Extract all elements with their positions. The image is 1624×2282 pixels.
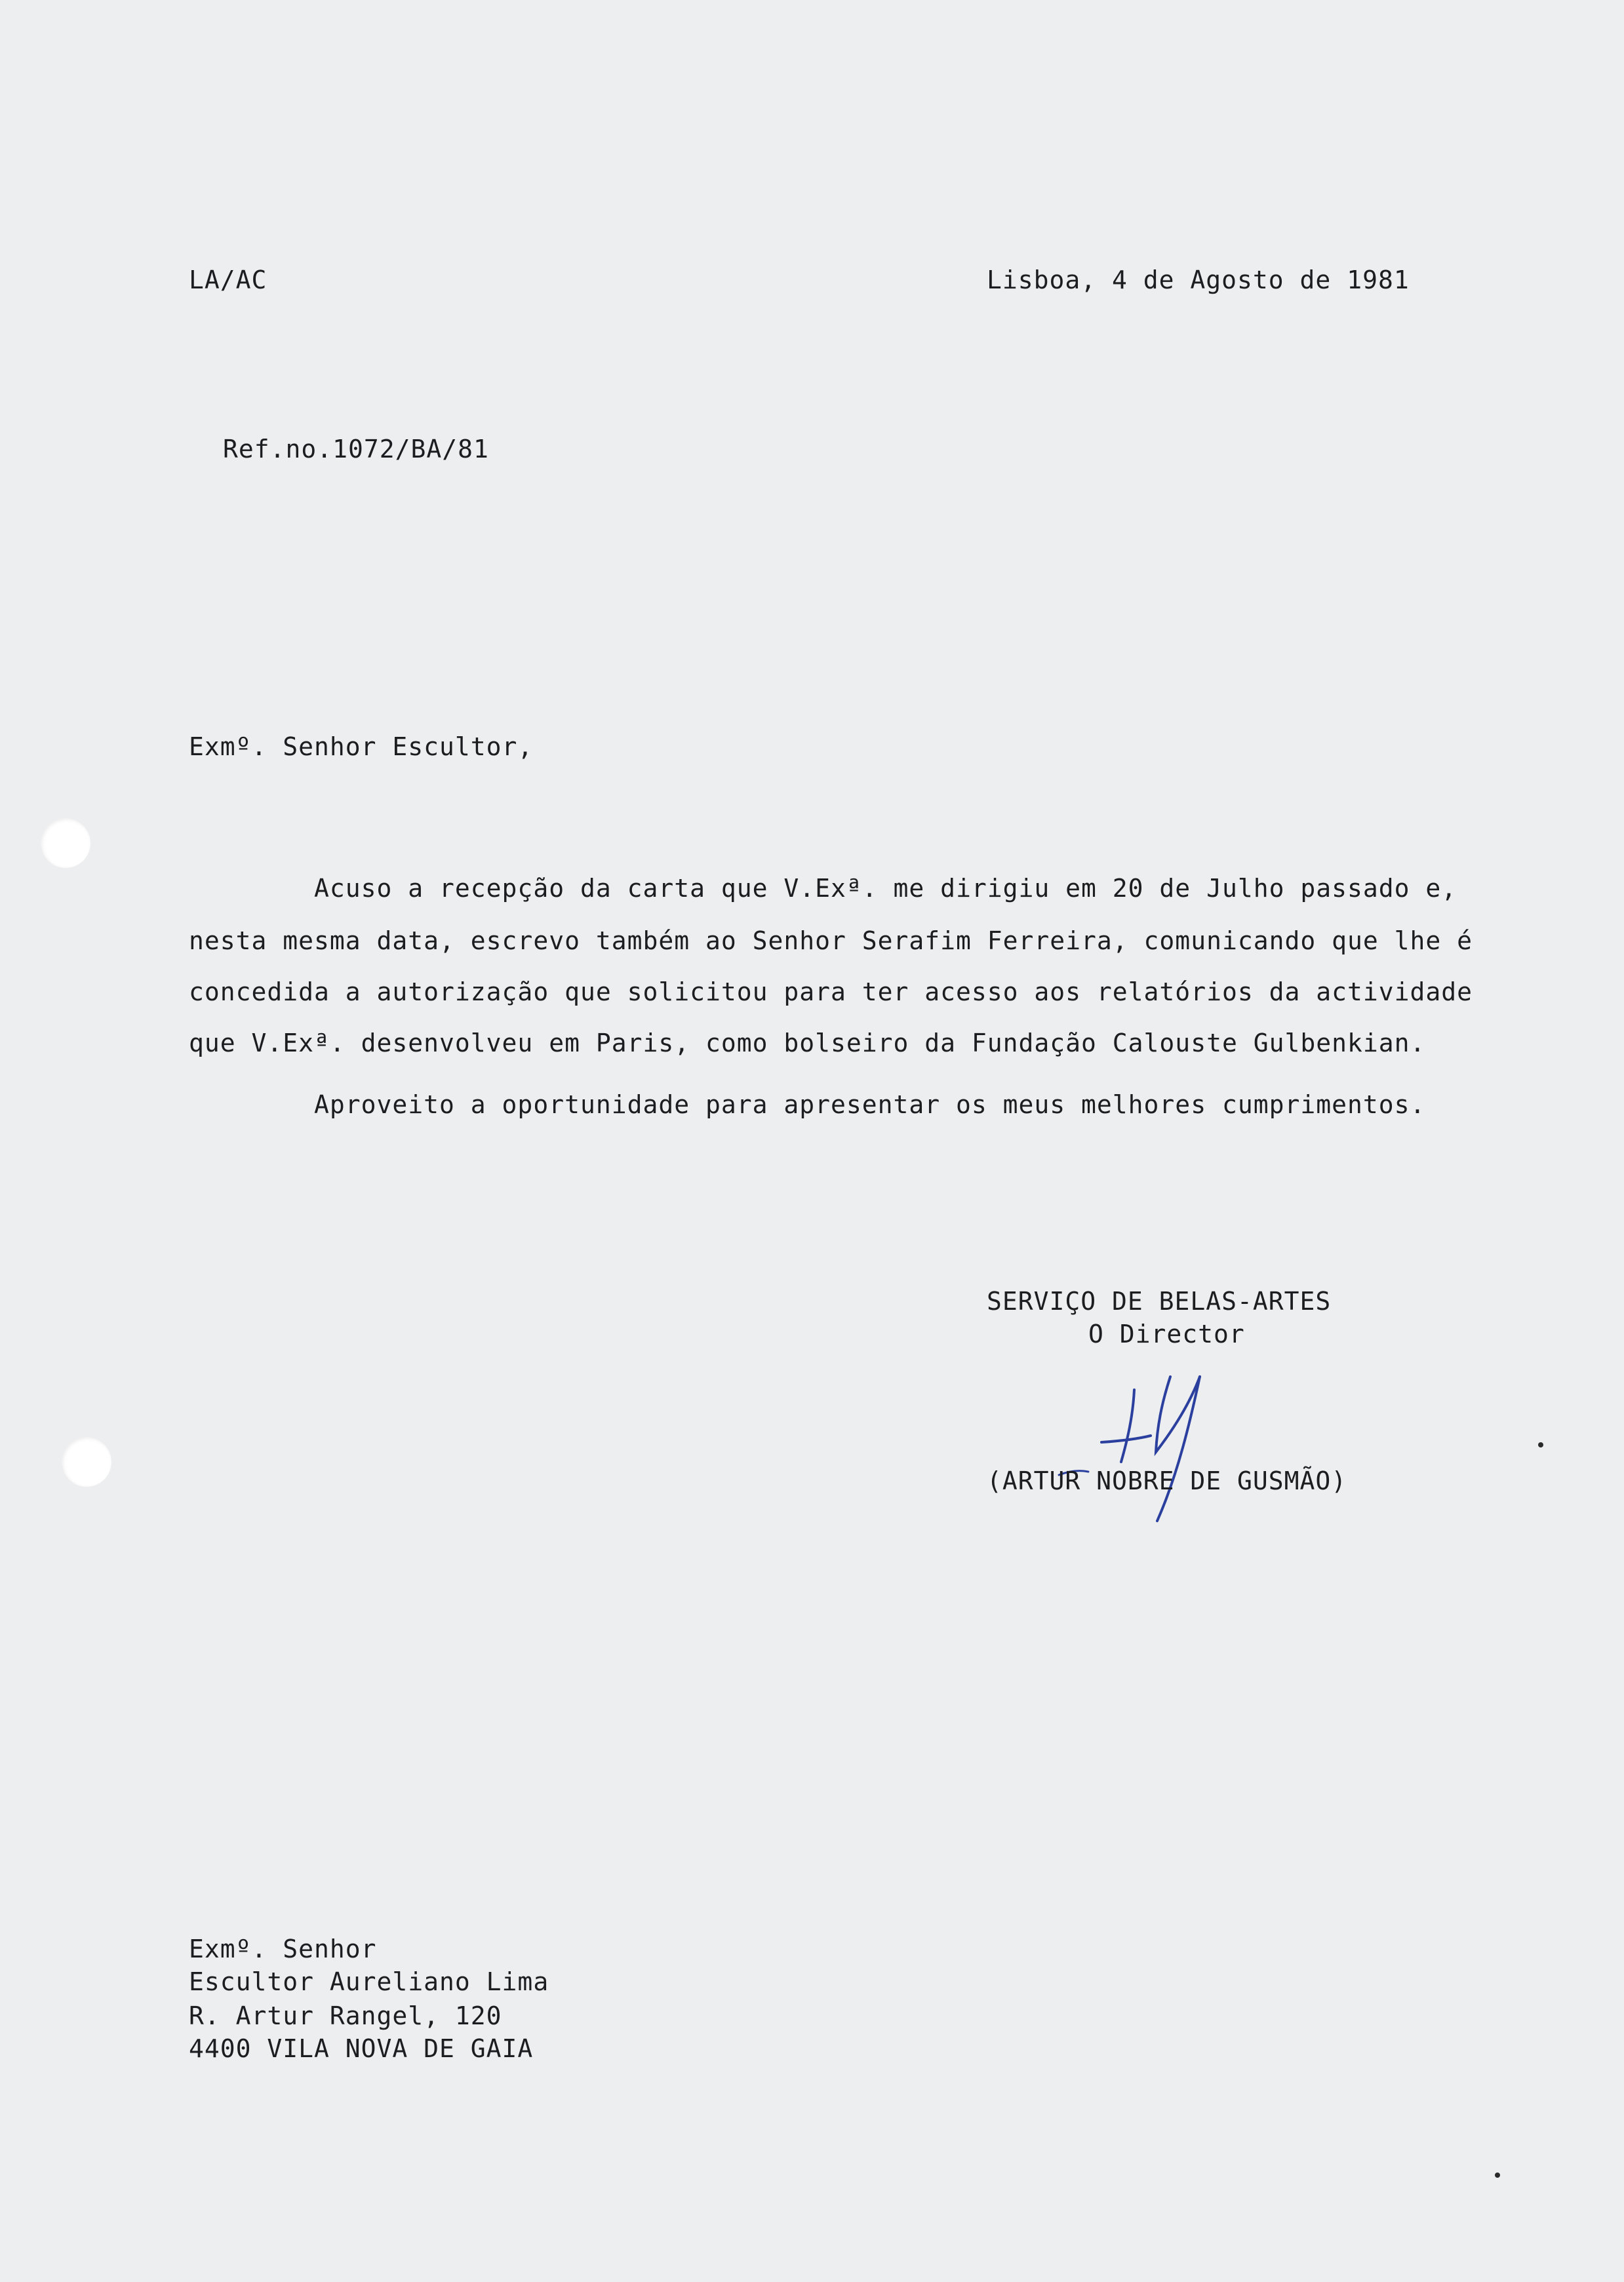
paper-speck [1538,1442,1543,1447]
address-line: Escultor Aureliano Lima [189,1967,549,1996]
sender-initials: LA/AC [189,266,267,294]
punch-hole-bottom [62,1437,111,1487]
paper-speck [1495,2173,1500,2178]
signature-title: O Director [1088,1320,1245,1348]
body-line: Acuso a recepção da carta que V.Exª. me dirigiu em 20 de Julho passado e, [189,874,1457,903]
address-line: 4400 VILA NOVA DE GAIA [189,2034,534,2063]
letter-date: Lisboa, 4 de Agosto de 1981 [987,266,1410,294]
body-line-closing: Aproveito a oportunidade para apresentar os meus melhores cumprimentos. [189,1090,1426,1119]
signature-department: SERVIÇO DE BELAS-ARTES [987,1287,1332,1316]
body-line: que V.Exª. desenvolveu em Paris, como bolseiro da Fundação Calouste Gulbenkian. [189,1029,1426,1057]
body-line: nesta mesma data, escrevo também ao Senhor Serafim Ferreira, comunicando que lhe é [189,926,1473,955]
address-line: R. Artur Rangel, 120 [189,2001,502,2030]
signatory-name: (ARTUR NOBRE DE GUSMÃO) [987,1466,1347,1495]
reference-number: Ref.no.1072/BA/81 [223,435,489,463]
address-line: Exmº. Senhor [189,1935,377,1963]
handwritten-signature [1023,1331,1298,1527]
body-line: concedida a autorização que solicitou para ter acesso aos relatórios da actividade [189,977,1473,1006]
punch-hole-top [41,818,90,868]
salutation: Exmº. Senhor Escultor, [189,732,534,761]
